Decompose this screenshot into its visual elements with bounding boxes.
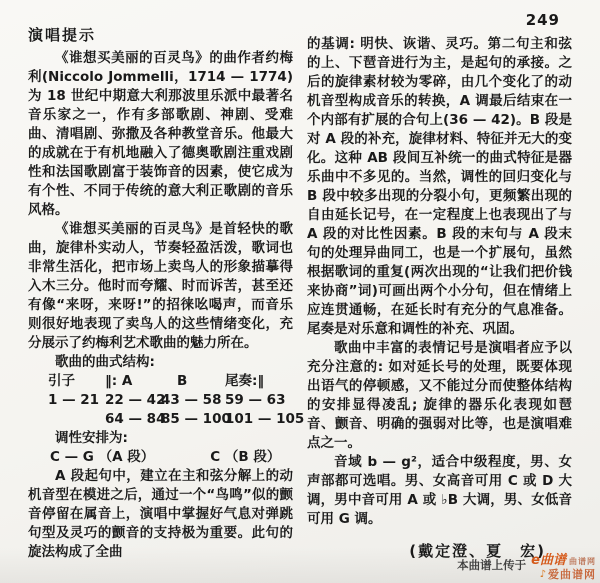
form-bars-b1: 43 — 58 — [161, 392, 222, 408]
left-column — [28, 26, 305, 562]
paragraph-a-section-analysis: A 段起句中，建立在主和弦分解上的动机音型在模进之后，通过一个“鸟鸣”似的颤音停留在属音上，演唱中掌握好气息对弹跳句型及灵巧的颤音的支持极为重要。此句的旋法构成了全曲 — [28, 468, 293, 560]
form-bars-a1: 22 — 42 — [105, 392, 166, 408]
form-cell-b: B — [177, 373, 188, 389]
form-cell-coda: 尾奏:‖ — [225, 373, 265, 389]
author-attribution: (戴定澄、夏 宏) — [409, 542, 546, 560]
right-column — [307, 26, 572, 562]
form-cell-intro: 引子 — [48, 373, 75, 389]
site-logo-line1 — [531, 554, 596, 567]
form-bars-a2: 64 — 84 — [105, 411, 166, 427]
form-cell-repeat-a: ‖: A — [105, 373, 133, 389]
paragraph-analysis-continued: 的基调: 明快、诙谐、灵巧。第二句主和弦的上、下琶音进行为主，是起句的承接。之后的旋律素材较为零碎，由几个变化了的动机音型构成音乐的转换，A 调最后结束在一个内部有扩展的合句上(36 — 42)。B 段是对 A 段的补充，旋律材料、特征并无大的变化。这种 AB 段间互补统一的曲式特征是器乐曲中不多见的。当然，调性的回归变化与 B 段中较多出现的分裂小句，更频繁出现的自由延长记号，在一定程度上也表现出了与 A 段的对比性因素。B 段的末句与 A 段末句的处理异曲同工，也是一个扩展句，虽然根据歌词的重复(两次出现的“让我们把价钱来协商”词)可画出两个小分句，但在情绪上应连贯通畅，在延长时有充分的气息准备。尾奏是对乐意和调性的补充、巩固。 — [307, 36, 572, 337]
paragraph-vocal-range: 音域 b — g²，适合中级程度，男、女声部都可选唱。男、女高音可用 C 或 D 大调，男中音可用 A 或 ♭B 大调，男、女低音可用 G 调。 — [307, 454, 572, 527]
site-logo — [531, 554, 596, 580]
music-note-icon: ♪ — [539, 568, 546, 580]
site-logo-main-text: e曲谱 — [531, 553, 566, 568]
paragraph-song-character: 《谁想买美丽的百灵鸟》是首轻快的歌曲，旋律朴实动人，节奏轻盈活泼，歌词也非常生活化，把市场上卖鸟人的形象描摹得入木三分。他时而夸耀、时而诉苦，甚至还有像“来呀，来呀!”的招徕吆喝声，而音乐则很好地表现了卖鸟人的这些情绪变化，充分展示了约梅利艺术歌曲的魅力所在。 — [28, 221, 293, 351]
site-logo-line2 — [540, 569, 596, 580]
structure-label: 歌曲的曲式结构: — [55, 354, 155, 370]
song-form-table — [48, 372, 305, 429]
watermark-upload-text: 本曲谱上传于 — [457, 558, 527, 572]
form-bars-coda2: 101 — 105 — [225, 411, 305, 427]
form-bars-empty — [48, 410, 105, 429]
form-bars-intro: 1 — 21 — [48, 392, 100, 408]
page-body — [28, 26, 573, 562]
tonality-line — [50, 448, 293, 467]
paragraph-expression-marks: 歌曲中丰富的表情记号是演唱者应予以充分注意的: 如对延长号的处理，既要体现出语气的停顿感，又不能过分而使整体结构的安排显得凌乱; 旋律的器乐化表现如琶音、颤音、明确的强弱对比等，也是演唱难点之一。 — [307, 340, 572, 451]
form-bars-coda1: 59 — 63 — [225, 392, 286, 408]
section-heading: 演唱提示 — [28, 26, 97, 44]
page-number: 249 — [525, 11, 560, 29]
paragraph-composer-intro: 《谁想买美丽的百灵鸟》的曲作者约梅利(Niccolo Jommelli，1714 — 1774)为 18 世纪中期意大利那波里乐派中最著名音乐家之一，作有多部歌剧、神剧、受难曲、清唱剧、弥撒及各种教堂音乐。他最大的成就在于有机地融入了德奥歌剧注重戏剧性和法国歌剧富于装饰音的因素，使它成为有个性、不同于传统的意大利正歌剧的音乐风格。 — [28, 50, 293, 218]
watermark — [457, 554, 596, 580]
tonality-label: 调性安排为: — [55, 430, 128, 446]
tonality-b-section: C （B 段） — [210, 449, 281, 465]
site-name-text: 爱曲谱网 — [548, 568, 596, 581]
tonality-a-section: C — G （A 段） — [50, 449, 155, 465]
form-bars-b2: 85 — 100 — [161, 411, 231, 427]
site-logo-sub-text: 曲谱网 — [569, 557, 596, 566]
